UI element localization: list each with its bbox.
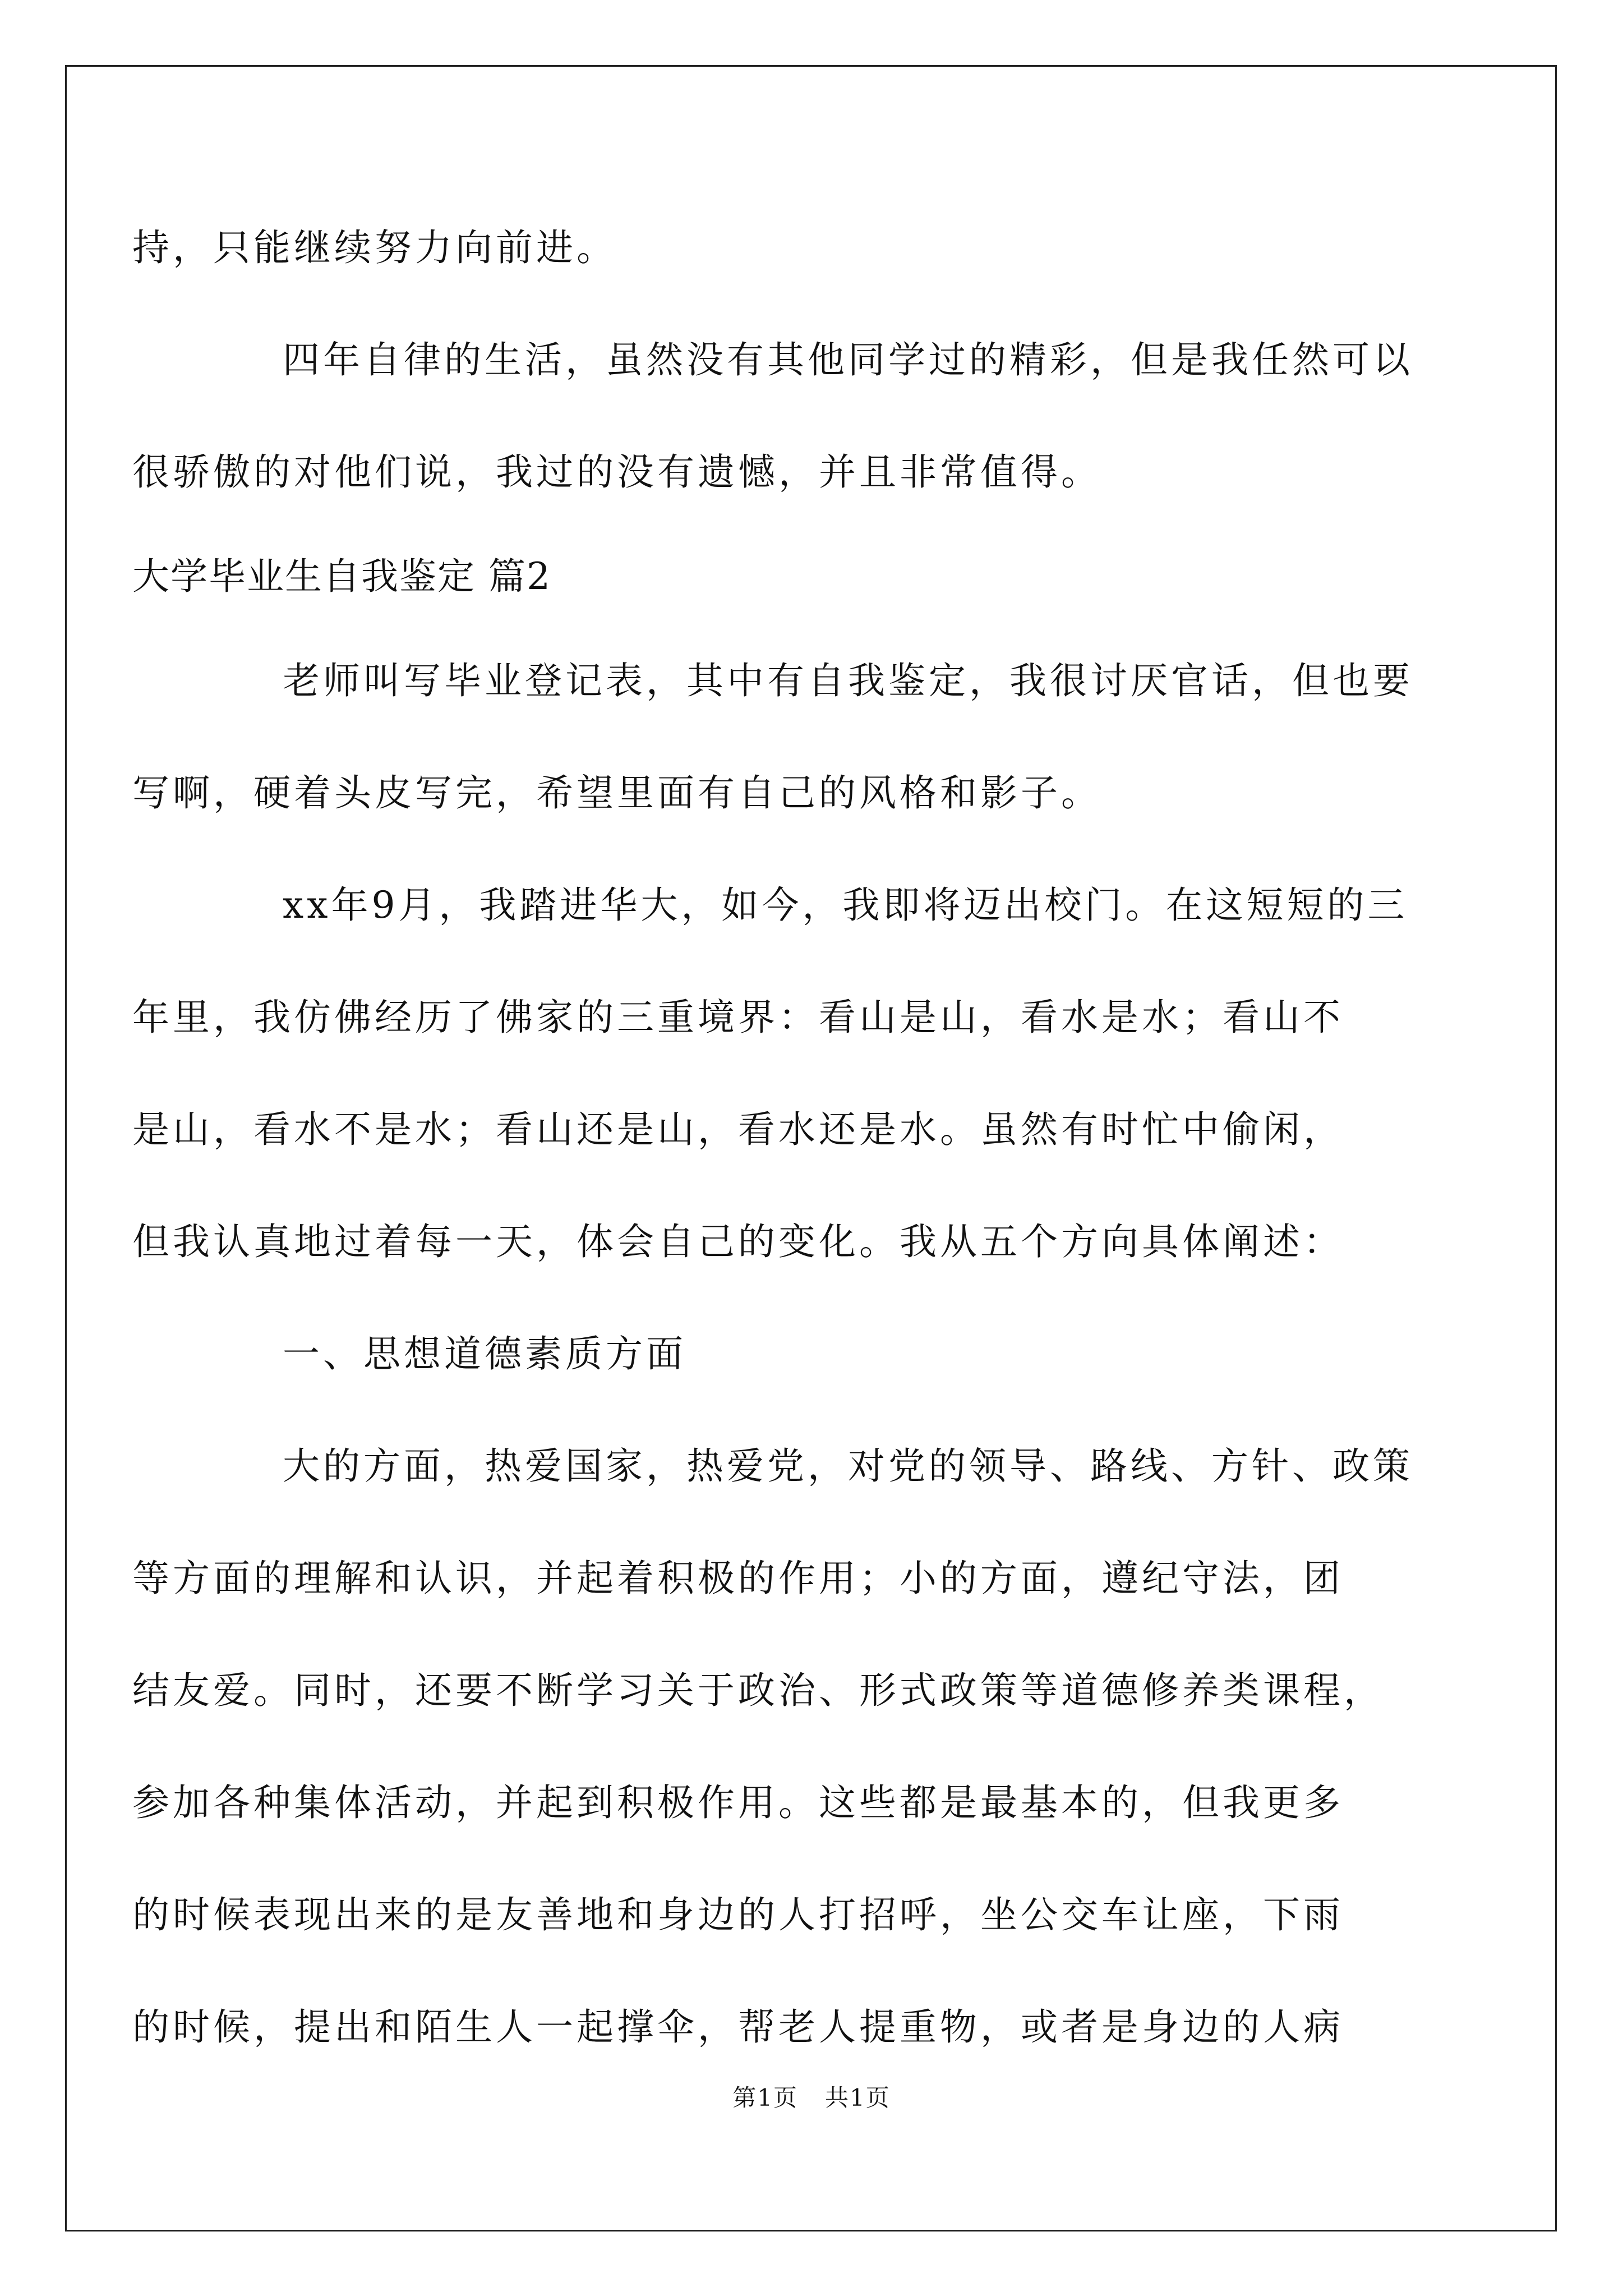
paragraph-line: xx年9月，我踏进华大，如今，我即将迈出校门。在这短短的三	[283, 884, 1408, 927]
paragraph-line: 等方面的理解和认识，并起着积极的作用；小的方面，遵纪守法，团	[132, 1557, 1344, 1600]
section-heading: 大学毕业生自我鉴定 篇2	[132, 555, 551, 598]
page-number: 第1页	[732, 2084, 798, 2111]
paragraph-line: 老师叫写毕业登记表，其中有自我鉴定，我很讨厌官话，但也要	[283, 659, 1413, 702]
paragraph-line: 大的方面，热爱国家，热爱党，对党的领导、路线、方针、政策	[283, 1444, 1413, 1488]
subheading: 一、思想道德素质方面	[283, 1332, 686, 1375]
paragraph-line: 结友爱。同时，还要不断学习关于政治、形式政策等道德修养类课程，	[132, 1669, 1384, 1712]
paragraph-line: 年里，我仿佛经历了佛家的三重境界：看山是山，看水是水；看山不	[132, 996, 1344, 1039]
page-total: 共1页	[825, 2084, 891, 2111]
paragraph-line: 持，只能继续努力向前进。	[132, 226, 617, 269]
paragraph-line: 参加各种集体活动，并起到积极作用。这些都是最基本的，但我更多	[132, 1781, 1344, 1824]
paragraph-line: 是山，看水不是水；看山还是山，看水还是水。虽然有时忙中偷闲，	[132, 1108, 1344, 1151]
paragraph-line: 四年自律的生活，虽然没有其他同学过的精彩，但是我任然可以	[283, 338, 1413, 381]
paragraph-line: 写啊，硬着头皮写完，希望里面有自己的风格和影子。	[132, 771, 1101, 815]
paragraph-line: 的时候，提出和陌生人一起撑伞，帮老人提重物，或者是身边的人病	[132, 2005, 1344, 2049]
page-footer	[0, 2084, 1623, 2112]
paragraph-line: 但我认真地过着每一天，体会自己的变化。我从五个方向具体阐述：	[132, 1220, 1344, 1263]
paragraph-line: 的时候表现出来的是友善地和身边的人打招呼，坐公交车让座，下雨	[132, 1893, 1344, 1936]
paragraph-line: 很骄傲的对他们说，我过的没有遗憾，并且非常值得。	[132, 450, 1101, 494]
